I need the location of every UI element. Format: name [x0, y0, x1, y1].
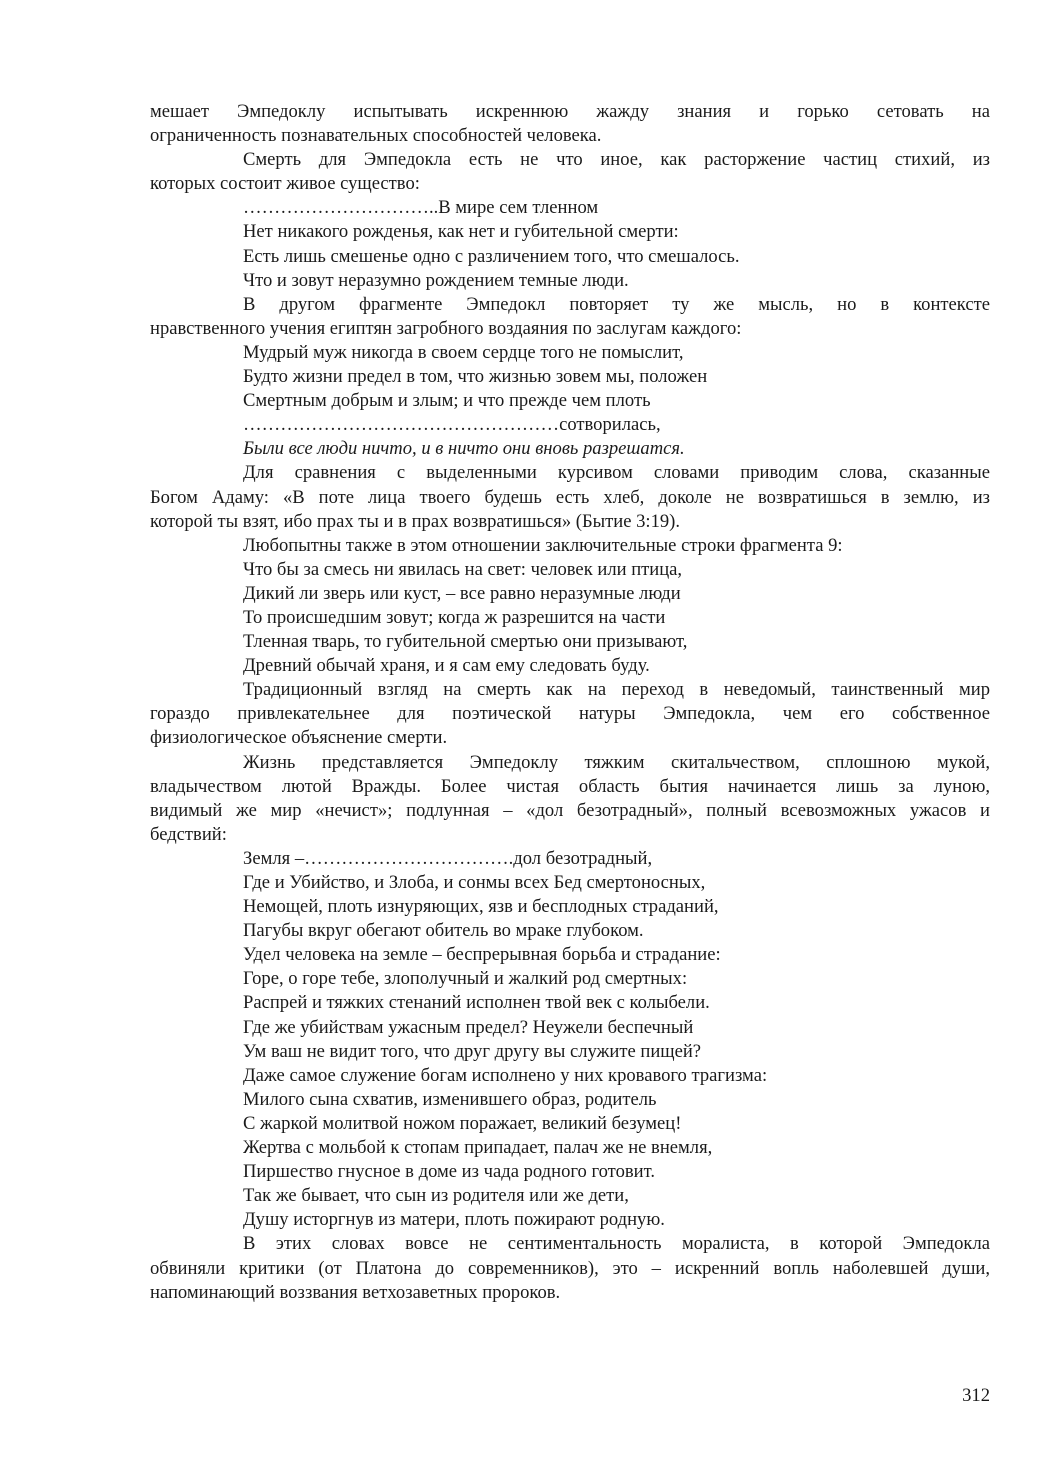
text-line: видимый же мир «нечист»; подлунная – «дол безотрадный», полный всевозможных ужасов и: [150, 799, 990, 821]
text-line: Древний обычай храня, и я сам ему следовать буду.: [243, 655, 650, 677]
text-line: В этих словах вовсе не сентиментальность моралиста, в которой Эмпедокла: [243, 1233, 990, 1255]
text-line: владычеством лютой Вражды. Более чистая область бытия начинается лишь за луною,: [150, 775, 990, 797]
text-line: Где же убийствам ужасным предел? Неужели беспечный: [243, 1016, 694, 1038]
text-line: Жизнь представляется Эмпедоклу тяжким скитальчеством, сплошною мукой,: [243, 751, 990, 773]
text-line: В другом фрагменте Эмпедокл повторяет ту же мысль, но в контексте: [243, 293, 990, 315]
text-line: физиологическое объяснение смерти.: [150, 727, 448, 749]
text-line: Земля –…………………………….дол безотрадный,: [243, 847, 653, 869]
text-line: мешает Эмпедоклу испытывать искреннюю жажду знания и горько сетовать на: [150, 101, 990, 122]
text-line: Ум ваш не видит того, что друг другу вы служите пищей?: [243, 1040, 702, 1062]
text-line: Что бы за смесь ни явилась на свет: человек или птица,: [243, 558, 683, 580]
text-line: Где и Убийство, и Злоба, и сонмы всех Бед смертоносных,: [243, 872, 706, 893]
text-line: Тленная тварь, то губительной смертью они призывают,: [243, 631, 688, 653]
text-line: которой ты взят, ибо прах ты и в прах возвратишься» (Бытие 3:19).: [150, 510, 681, 532]
text-line: Богом Адаму: «В поте лица твоего будешь есть хлеб, доколе не возвратишься в землю, из: [150, 486, 990, 508]
text-line: То происшедшим зовут; когда ж разрешится на части: [243, 606, 666, 628]
text-line: ограниченность познавательных способностей человека.: [150, 125, 602, 147]
text-line: Даже самое служение богам исполнено у них кровавого трагизма:: [243, 1064, 768, 1086]
text-line: Так же бывает, что сын из родителя или же дети,: [243, 1185, 629, 1207]
text-line: Милого сына схватив, изменившего образ, родитель: [243, 1088, 657, 1110]
text-line: Традиционный взгляд на смерть как на переход в неведомый, таинственный мир: [243, 679, 990, 701]
text-line: Мудрый муж никогда в своем сердце того не помыслит,: [243, 341, 684, 363]
text-line: Немощей, плоть изнуряющих, язв и бесплодных страданий,: [243, 896, 719, 918]
text-line: Дикий ли зверь или куст, – все равно неразумные люди: [243, 582, 681, 604]
text-line: Смертным добрым и злым; и что прежде чем плоть: [243, 390, 651, 412]
text-line: Были все люди ничто, и в ничто они вновь разрешатся.: [243, 438, 685, 460]
text-line: Горе, о горе тебе, злополучный и жалкий род смертных:: [243, 968, 688, 990]
text-line: Что и зовут неразумно рождением темные люди.: [243, 269, 629, 291]
text-line: Распрей и тяжких стенаний исполнен твой век с колыбели.: [243, 992, 710, 1014]
text-line: гораздо привлекательнее для поэтической натуры Эмпедокла, чем его собственное: [150, 703, 990, 725]
text-line: С жаркой молитвой ножом поражает, великий безумец!: [243, 1112, 682, 1134]
text-line: напоминающий воззвания ветхозаветных пророков.: [150, 1281, 561, 1303]
text-line: Будто жизни предел в том, что жизнью зовем мы, положен: [243, 366, 708, 388]
page-number: 312: [962, 1385, 990, 1406]
text-line: Смерть для Эмпедокла есть не что иное, как расторжение частиц стихий, из: [243, 149, 990, 171]
text-line: бедствий:: [150, 823, 227, 845]
text-line: Любопытны также в этом отношении заключительные строки фрагмента 9:: [243, 534, 843, 556]
text-line: нравственного учения египтян загробного воздаяния по заслугам каждого:: [150, 317, 742, 339]
text-line: Есть лишь смешенье одно с различением того, что смешалось.: [243, 245, 740, 267]
text-line: обвиняли критики (от Платона до современников), это – искренний вопль наболевшей души,: [150, 1257, 990, 1279]
text-line: Для сравнения с выделенными курсивом словами приводим слова, сказанные: [243, 462, 990, 484]
text-line: Жертва с мольбой к стопам припадает, палач же не внемля,: [243, 1137, 713, 1159]
text-line: которых состоит живое существо:: [150, 173, 420, 195]
text-line: Душу исторгнув из матери, плоть пожирают родную.: [243, 1209, 665, 1231]
text-line: ……………………………………………сотворилась,: [243, 414, 661, 436]
text-line: Пагубы вкруг обегают обитель во мраке глубоком.: [243, 920, 644, 942]
text-line: Пиршество гнусное в доме из чада родного готовит.: [243, 1161, 655, 1183]
page-body: [150, 100, 990, 1305]
text-line: …………………………..В мире сем тленном: [243, 197, 599, 219]
text-line: Удел человека на земле – беспрерывная борьба и страдание:: [243, 944, 721, 966]
text-line: Нет никакого рожденья, как нет и губительной смерти:: [243, 221, 679, 243]
